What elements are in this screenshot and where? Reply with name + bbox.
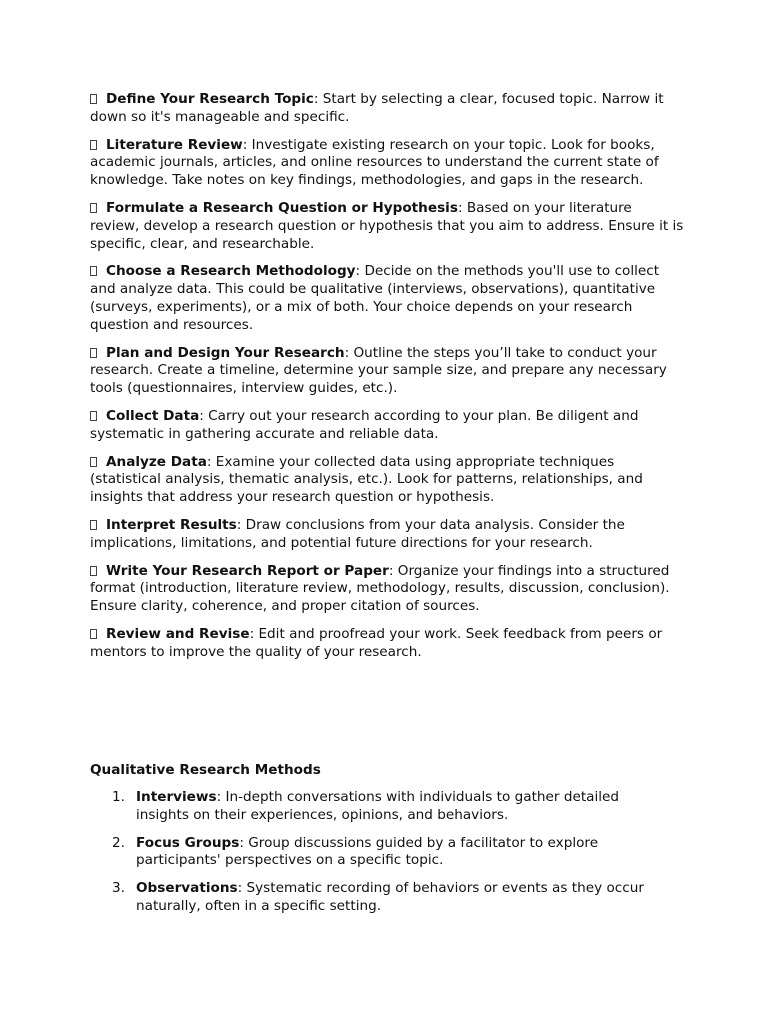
step-item xyxy=(90,626,685,662)
method-text: : Group discussions guided by a facilitator to explore participants' perspectives on a specific topic. xyxy=(136,834,599,869)
list-number: 3. xyxy=(112,880,125,897)
step-text: : Carry out your research according to your plan. Be diligent and systematic in gathering accurate and reliable data. xyxy=(90,407,639,442)
missing-glyph-icon xyxy=(90,348,97,358)
step-text: : Based on your literature review, develop a research question or hypothesis that you aim to address. Ensure it is specific, clear, and researchable. xyxy=(90,199,684,252)
step-text: : Start by selecting a clear, focused topic. Narrow it down so it's manageable and specific. xyxy=(90,91,664,125)
missing-glyph-icon xyxy=(90,203,97,213)
list-item xyxy=(90,880,670,916)
step-text: : Decide on the methods you'll use to collect and analyze data. This could be qualitative (interviews, observations), quantitative (surveys, experiments), or a mix of both. Your choice depends on your research question and resources. xyxy=(90,263,660,333)
step-term: Choose a Research Methodology xyxy=(106,263,356,280)
list-number: 1. xyxy=(112,789,125,805)
step-term: Collect Data xyxy=(106,407,200,424)
step-term: Define Your Research Topic xyxy=(106,91,314,107)
section-heading: Qualitative Research Methods xyxy=(90,762,321,778)
list-item xyxy=(90,789,670,825)
step-text: : Organize your findings into a structured format (introduction, literature review, methodology, results, discussion, conclusion). Ensure clarity, coherence, and proper citation of sources. xyxy=(90,562,670,615)
missing-glyph-icon xyxy=(90,520,97,530)
list-item xyxy=(90,835,670,871)
method-term: Interviews xyxy=(136,789,217,805)
step-item xyxy=(90,91,685,127)
step-item xyxy=(90,200,685,253)
missing-glyph-icon xyxy=(90,140,97,150)
step-term: Write Your Research Report or Paper xyxy=(106,562,389,579)
research-steps-list xyxy=(90,91,685,672)
method-text: : In-depth conversations with individuals to gather detailed insights on their experiences, opinions, and behaviors. xyxy=(136,789,620,823)
missing-glyph-icon xyxy=(90,411,97,421)
step-text: : Investigate existing research on your topic. Look for books, academic journals, articles, and online resources to understand the current state of knowledge. Take notes on key findings, methodologies, and gaps in the research. xyxy=(90,136,659,189)
step-term: Formulate a Research Question or Hypothesis xyxy=(106,199,458,216)
step-item xyxy=(90,137,685,190)
step-item xyxy=(90,263,685,334)
missing-glyph-icon xyxy=(90,629,97,639)
method-term: Observations xyxy=(136,880,238,897)
missing-glyph-icon xyxy=(90,457,97,467)
step-term: Plan and Design Your Research xyxy=(106,344,345,361)
step-term: Analyze Data xyxy=(106,453,207,470)
step-item xyxy=(90,454,685,507)
missing-glyph-icon xyxy=(90,566,97,576)
step-item xyxy=(90,517,685,553)
missing-glyph-icon xyxy=(90,94,97,104)
step-term: Literature Review xyxy=(106,136,243,153)
list-number: 2. xyxy=(112,834,125,851)
step-item xyxy=(90,345,685,398)
step-item xyxy=(90,563,685,616)
step-term: Interpret Results xyxy=(106,516,237,533)
step-text: : Draw conclusions from your data analysis. Consider the implications, limitations, and potential future directions for your research. xyxy=(90,516,625,551)
qualitative-methods-list xyxy=(90,789,670,926)
step-text: : Examine your collected data using appropriate techniques (statistical analysis, thematic analysis, etc.). Look for patterns, relationships, and insights that address your research question or hypothesis. xyxy=(90,453,643,506)
step-text: : Outline the steps you’ll take to conduct your research. Create a timeline, determine your sample size, and prepare any necessary tools (questionnaires, interview guides, etc.). xyxy=(90,344,667,397)
step-term: Review and Revise xyxy=(106,625,250,642)
step-text: : Edit and proofread your work. Seek feedback from peers or mentors to improve the quality of your research. xyxy=(90,625,663,660)
step-item xyxy=(90,408,685,444)
method-term: Focus Groups xyxy=(136,834,240,851)
missing-glyph-icon xyxy=(90,266,97,276)
method-text: : Systematic recording of behaviors or events as they occur naturally, often in a specific setting. xyxy=(136,880,644,914)
